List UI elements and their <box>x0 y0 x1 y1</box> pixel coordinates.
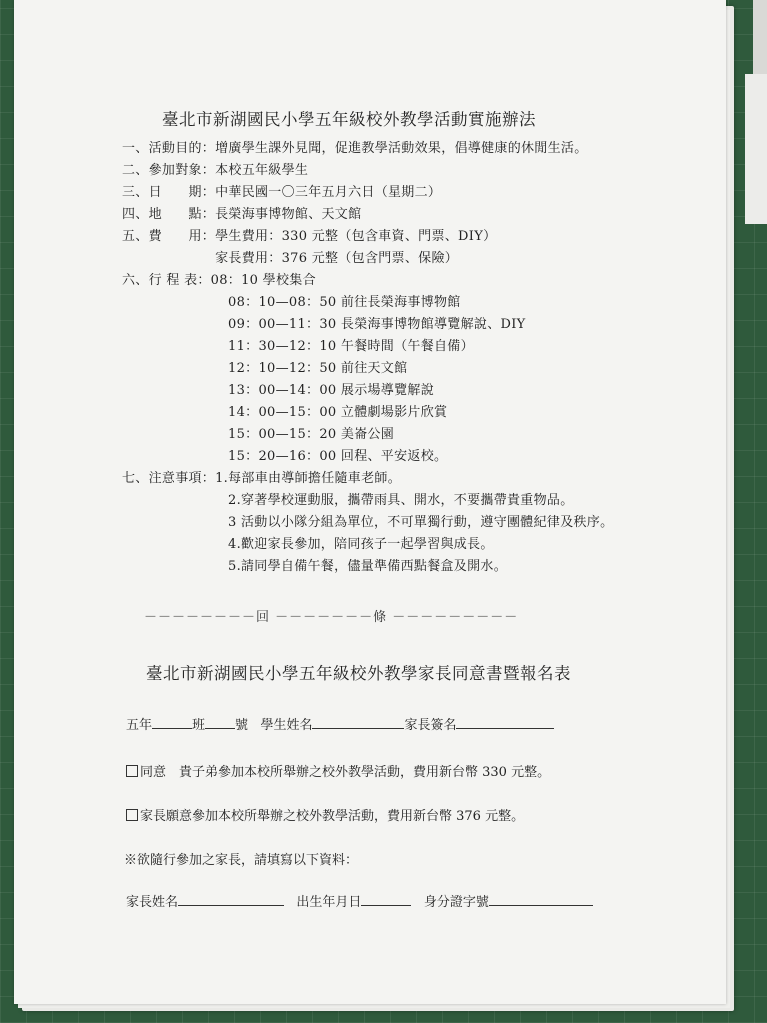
item-notes: 七、注意事項：1.每部車由導師擔任隨車老師。 <box>122 471 402 486</box>
item-participants: 二、參加對象：本校五年級學生 <box>122 163 309 178</box>
parent-note: ※欲隨行參加之家長，請填寫以下資料： <box>124 853 359 868</box>
background-card <box>745 74 767 224</box>
background-card <box>753 0 767 76</box>
student-name-field[interactable] <box>312 715 404 729</box>
agree-student-row <box>126 761 550 780</box>
parent-sign-field[interactable] <box>456 715 554 729</box>
agree-student-checkbox[interactable] <box>126 765 138 777</box>
agree-parent-checkbox[interactable] <box>126 809 138 821</box>
tear-off-divider: －－－－－－－－回 －－－－－－－條 －－－－－－－－－ <box>144 610 519 625</box>
birthdate-label: 出生年月日 <box>296 895 362 910</box>
grade-label: 五年 <box>126 718 153 733</box>
agree-parent-row <box>126 805 524 824</box>
id-number-label: 身分證字號 <box>423 895 489 910</box>
item-fee-parent: 家長費用：376 元整（包含門票、保險） <box>122 251 459 266</box>
birthdate-field[interactable] <box>361 892 411 906</box>
class-field[interactable] <box>205 715 235 729</box>
note-row: 3 活動以小隊分組為單位，不可單獨行動，遵守團體紀律及秩序。 <box>228 515 614 530</box>
schedule-row: 12：10—12：50 前往天文館 <box>228 361 408 376</box>
form-title: 臺北市新湖國民小學五年級校外教學家長同意書暨報名表 <box>146 664 571 683</box>
note-row: 5.請同學自備午餐，儘量準備西點餐盒及開水。 <box>228 559 508 574</box>
schedule-row: 15：20—16：00 回程、平安返校。 <box>228 449 448 464</box>
parent-info-row <box>126 891 593 910</box>
schedule-row: 08：10—08：50 前往長榮海事博物館 <box>228 295 461 310</box>
parent-sign-label: 家長簽名 <box>404 718 457 733</box>
item-location: 四、地 點：長榮海事博物館、天文館 <box>122 207 362 222</box>
agree-parent-text: 家長願意參加本校所舉辦之校外教學活動，費用新台幣 376 元整。 <box>140 809 525 824</box>
student-name-label: 學生姓名 <box>260 718 313 733</box>
agree-student-text: 同意 貴子弟參加本校所舉辦之校外教學活動，費用新台幣 330 元整。 <box>140 765 551 780</box>
item-purpose: 一、活動目的：增廣學生課外見聞，促進教學活動效果，倡導健康的休閒生活。 <box>122 141 588 156</box>
schedule-row: 14：00—15：00 立體劇場影片欣賞 <box>228 405 448 420</box>
item-schedule: 六、行 程 表：08：10 學校集合 <box>122 273 316 288</box>
document-title: 臺北市新湖國民小學五年級校外教學活動實施辦法 <box>162 110 536 129</box>
schedule-row: 13：00—14：00 展示場導覽解說 <box>228 383 435 398</box>
item-date: 三、日 期：中華民國一〇三年五月六日（星期二） <box>122 185 442 200</box>
grade-field[interactable] <box>152 715 192 729</box>
note-row: 4.歡迎家長參加，陪同孩子一起學習與成長。 <box>228 537 494 552</box>
parent-name-field[interactable] <box>178 892 284 906</box>
document-page <box>14 0 726 1004</box>
student-info-row <box>126 714 554 733</box>
class-label: 班 <box>192 718 206 733</box>
schedule-row: 11：30—12：10 午餐時間（午餐自備） <box>228 339 474 354</box>
schedule-row: 15：00—15：20 美崙公園 <box>228 427 395 442</box>
id-number-field[interactable] <box>489 892 593 906</box>
number-label: 號 <box>235 718 249 733</box>
schedule-row: 09：00—11：30 長榮海事博物館導覽解說、DIY <box>228 317 526 332</box>
item-fee-student: 五、費 用：學生費用：330 元整（包含車資、門票、DIY） <box>122 229 497 244</box>
note-row: 2.穿著學校運動服，攜帶雨具、開水，不要攜帶貴重物品。 <box>228 493 574 508</box>
parent-name-label: 家長姓名 <box>126 895 179 910</box>
